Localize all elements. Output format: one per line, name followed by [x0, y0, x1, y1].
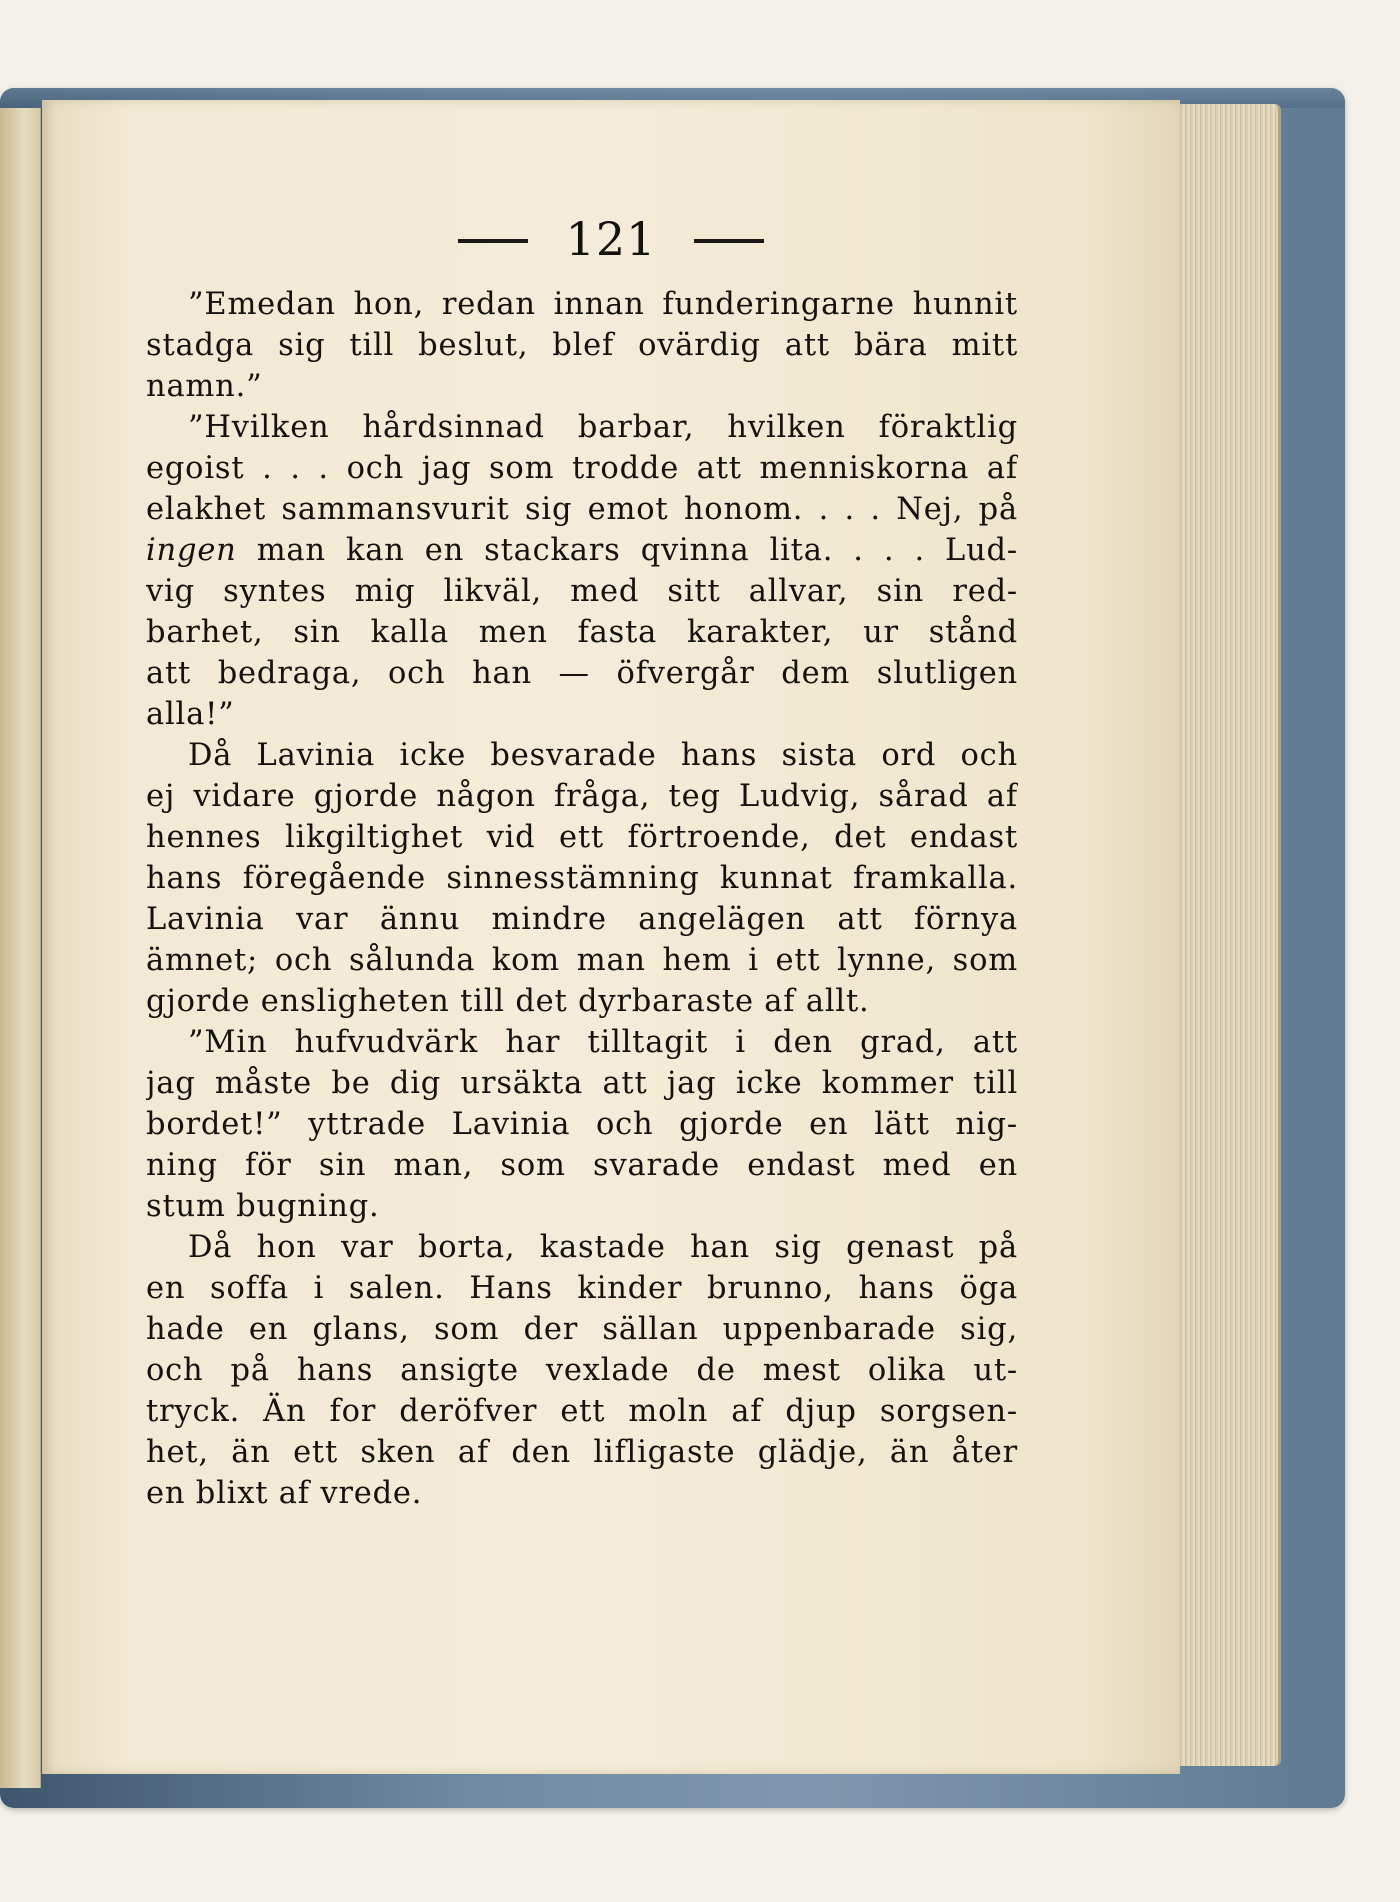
line-text: hans föregående sinnesstämning kunnat framkalla. [146, 861, 1018, 896]
line-text: ”Hvilken hårdsinnad barbar, hvilken föraktlig [188, 410, 1018, 445]
line-text: elakhet sammansvurit sig emot honom. . . . Nej, på [146, 492, 1018, 527]
line-text: hennes likgiltighet vid ett förtroende, det endast [146, 820, 1018, 855]
text-line [146, 448, 1018, 489]
line-text: ej vidare gjorde någon fråga, teg Ludvig, sårad af [146, 779, 1018, 814]
text-line [146, 1227, 1018, 1268]
text-line [146, 284, 1018, 325]
text-line [146, 325, 1018, 366]
right-dash [694, 239, 764, 243]
text-line [146, 1432, 1018, 1473]
line-text: stum bugning. [146, 1189, 380, 1224]
page-body-text [146, 284, 1018, 1514]
line-text: Lavinia var ännu mindre angelägen att förnya [146, 902, 1018, 937]
line-text: Då hon var borta, kastade han sig genast på [188, 1230, 1018, 1265]
text-line [146, 858, 1018, 899]
text-line [146, 653, 1018, 694]
line-text: en soffa i salen. Hans kinder brunno, hans öga [146, 1271, 1018, 1306]
line-text: stadga sig till beslut, blef ovärdig att bära mitt [146, 328, 1018, 363]
book-page [42, 100, 1180, 1774]
text-line [146, 735, 1018, 776]
page-number: 121 [565, 212, 657, 266]
line-text: vig syntes mig likväl, med sitt allvar, sin red- [146, 574, 1018, 609]
text-line [146, 1022, 1018, 1063]
text-line [146, 1186, 1018, 1227]
text-line [146, 1391, 1018, 1432]
italic-word: ingen [146, 533, 237, 568]
line-text: ”Min hufvudvärk har tilltagit i den grad, att [188, 1025, 1018, 1060]
text-line [146, 407, 1018, 448]
text-line [146, 694, 1018, 735]
text-line [146, 1104, 1018, 1145]
text-line [146, 776, 1018, 817]
line-text: egoist . . . och jag som trodde att menniskorna af [146, 451, 1018, 486]
line-text: bordet!” yttrade Lavinia och gjorde en lätt nig- [146, 1107, 1018, 1142]
page-block-edges [1176, 104, 1281, 1766]
line-text: ning för sin man, som svarade endast med en [146, 1148, 1018, 1183]
page-header [42, 212, 1180, 266]
text-line [146, 571, 1018, 612]
text-line [146, 1309, 1018, 1350]
text-line [146, 366, 1018, 407]
text-line [146, 612, 1018, 653]
text-line [146, 530, 1018, 571]
line-text: gjorde ensligheten till det dyrbaraste af allt. [146, 984, 870, 1019]
text-line [146, 1063, 1018, 1104]
line-text: barhet, sin kalla men fasta karakter, ur stånd [146, 615, 1018, 650]
line-text: tryck. Än for deröfver ett moln af djup sorgsen- [146, 1394, 1018, 1429]
line-text: en blixt af vrede. [146, 1476, 423, 1511]
text-line [146, 1473, 1018, 1514]
line-text: het, än ett sken af den lifligaste glädje, än åter [146, 1435, 1018, 1470]
text-line [146, 1268, 1018, 1309]
line-text: hade en glans, som der sällan uppenbarade sig, [146, 1312, 1018, 1347]
line-text: namn.” [146, 369, 263, 404]
text-line [146, 899, 1018, 940]
line-text: ämnet; och sålunda kom man hem i ett lynne, som [146, 943, 1018, 978]
line-text: man kan en stackars qvinna lita. . . . Lud- [236, 533, 1018, 568]
left-dash [458, 239, 528, 243]
line-text: att bedraga, och han — öfvergår dem slutligen [146, 656, 1018, 691]
line-text: jag måste be dig ursäkta att jag icke kommer till [146, 1066, 1018, 1101]
text-line [146, 940, 1018, 981]
text-line [146, 489, 1018, 530]
left-page-edge [0, 108, 41, 1788]
text-line [146, 1350, 1018, 1391]
line-text: alla!” [146, 697, 235, 732]
line-text: och på hans ansigte vexlade de mest olika ut- [146, 1353, 1018, 1388]
line-text: ”Emedan hon, redan innan funderingarne hunnit [188, 287, 1018, 322]
text-line [146, 981, 1018, 1022]
line-text: Då Lavinia icke besvarade hans sista ord och [188, 738, 1018, 773]
text-line [146, 1145, 1018, 1186]
text-line [146, 817, 1018, 858]
